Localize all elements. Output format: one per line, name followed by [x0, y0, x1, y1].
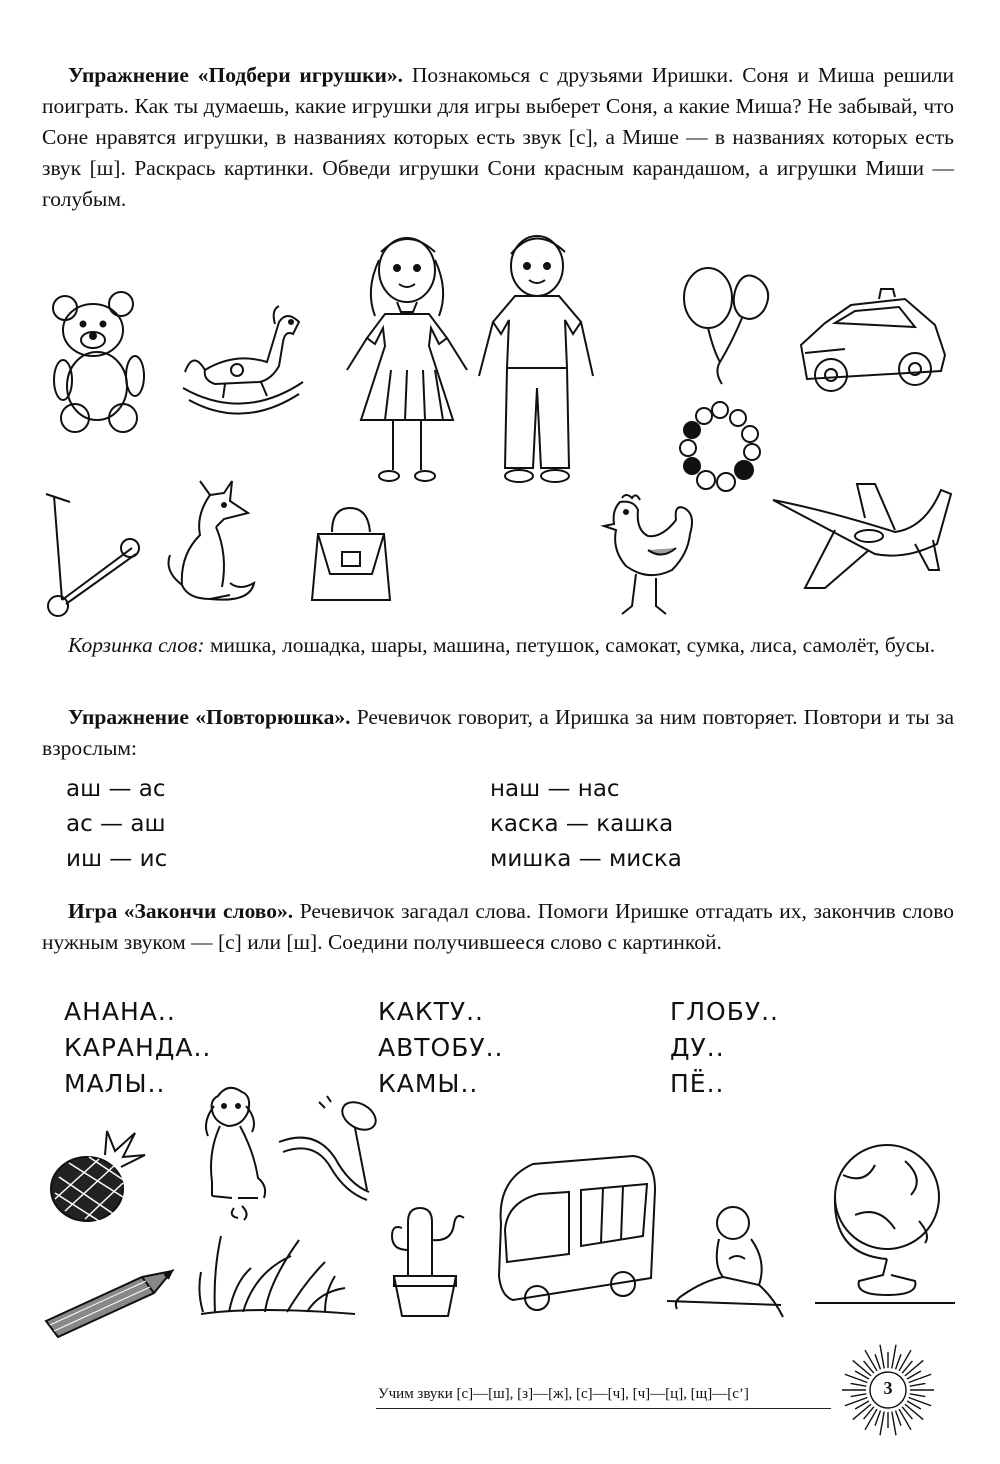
cactus-picture	[372, 1200, 477, 1320]
sun-ray	[865, 1350, 877, 1371]
sun-ray	[896, 1411, 901, 1426]
baby-picture	[663, 1205, 788, 1325]
footer-divider	[376, 1408, 831, 1409]
rocking-horse-picture	[175, 300, 310, 420]
unfinished-word: КАКТУ..	[378, 997, 484, 1026]
sun-ray	[853, 1404, 871, 1419]
syllable-pair: ас — аш	[66, 811, 166, 837]
syllable-pair: каска — кашка	[490, 811, 674, 837]
unfinished-word: КАМЫ..	[378, 1069, 479, 1098]
exercise-text: Речевичок загадал слова. Помоги Иришке отгадать их, закончив слово нужным звуком — [с] или [ш]. Соедини получившееся слово с картинкой.	[42, 899, 954, 954]
sun-ray	[851, 1383, 867, 1386]
exercise-text: Речевичок говорит, а Иришка за ним повторяет. Повтори и ты за взрослым:	[42, 705, 954, 760]
word-basket	[42, 630, 954, 661]
word-basket-label: Корзинка слов:	[68, 633, 205, 657]
balloons-picture	[680, 262, 775, 387]
airplane-picture	[765, 470, 955, 595]
dog-picture	[198, 1082, 283, 1222]
sun-ray	[880, 1412, 884, 1436]
syllable-pair: наш — нас	[490, 776, 620, 802]
page-number: 3	[883, 1378, 893, 1398]
sun-ray	[875, 1411, 880, 1426]
car-picture	[795, 275, 950, 405]
exercise-text: Познакомься с друзьями Иришки. Соня и Миша решили поиграть. Как ты думаешь, какие игрушки для игры выберет Соня, а какие Миша? Не забывай, что Соне нравятся игрушки, в названиях которых есть звук [с], а Мише — в названиях которых есть звук [ш]. Раскрась картинки. Обведи игрушки Сони красным карандашом, а игрушки Миши — голубым.	[42, 63, 954, 211]
shower-head-picture	[275, 1088, 395, 1208]
pineapple-picture	[45, 1125, 150, 1230]
game-zakonchi-slovo	[42, 896, 954, 958]
sun-ray	[899, 1409, 911, 1430]
word-column-3	[670, 994, 779, 1102]
sun-ray	[910, 1394, 926, 1397]
beads-picture	[678, 400, 763, 495]
sun-ray	[905, 1404, 923, 1419]
bus-picture	[483, 1150, 663, 1315]
sun-ray	[875, 1354, 880, 1369]
sun-ray	[892, 1345, 896, 1369]
scooter-picture	[40, 488, 140, 618]
syllable-pair: иш — ис	[66, 846, 168, 872]
syllable-pair: мишка — миска	[490, 846, 682, 872]
exercise-title: Упражнение «Повторюшка».	[68, 705, 351, 729]
boy-misha-picture	[475, 218, 605, 493]
sun-ray	[892, 1412, 896, 1436]
exercise-title: Упражнение «Подбери игрушки».	[68, 63, 404, 87]
unfinished-word: МАЛЫ..	[64, 1069, 166, 1098]
word-column-1	[64, 994, 211, 1102]
word-column-2	[378, 994, 503, 1102]
sun-ray	[910, 1383, 926, 1386]
sun-ray	[905, 1360, 923, 1375]
sun-ray	[880, 1345, 884, 1369]
unfinished-word: ПЁ..	[670, 1069, 725, 1098]
girl-sonya-picture	[335, 220, 480, 490]
rooster-picture	[592, 490, 700, 620]
fox-picture	[160, 475, 260, 610]
unfinished-word: АНАНА..	[64, 997, 176, 1026]
syllable-pairs-left	[66, 772, 167, 877]
globe-picture	[815, 1135, 955, 1305]
pencil-picture	[42, 1267, 177, 1342]
unfinished-word: ГЛОБУ..	[670, 997, 780, 1026]
syllable-pairs-right	[490, 772, 682, 877]
sun-ray	[851, 1394, 867, 1397]
sun-ray	[896, 1354, 901, 1369]
handbag-picture	[308, 502, 393, 607]
teddy-bear-picture	[45, 290, 155, 440]
exercise-title: Игра «Закончи слово».	[68, 899, 294, 923]
syllable-pair: аш — ас	[66, 776, 166, 802]
sun-ray	[899, 1350, 911, 1371]
sun-ray	[853, 1360, 871, 1375]
unfinished-word: АВТОБУ..	[378, 1033, 504, 1062]
grass-picture	[195, 1232, 360, 1317]
sun-ray	[865, 1409, 877, 1430]
unfinished-word: ДУ..	[670, 1033, 725, 1062]
unfinished-word: КАРАНДА..	[64, 1033, 212, 1062]
footer-caption: Учим звуки [с]—[ш], [з]—[ж], [с]—[ч], [ч]—[ц], [щ]—[с’]	[378, 1386, 749, 1402]
word-basket-text: мишка, лошадка, шары, машина, петушок, самокат, сумка, лиса, самолёт, бусы.	[204, 633, 936, 657]
exercise-podberi-igrushki	[42, 60, 954, 215]
exercise-povtoryushka	[42, 702, 954, 764]
